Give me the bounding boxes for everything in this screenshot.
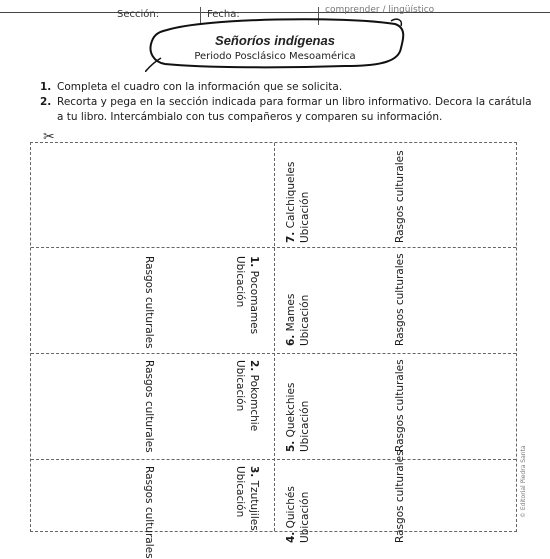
card-name: Quichés <box>285 486 297 529</box>
card-rasgos: Rasgos culturales <box>394 359 406 452</box>
card-heading <box>285 162 297 243</box>
fecha-label: Fecha: <box>207 9 240 20</box>
instruction-number: 2. <box>40 96 52 108</box>
card-heading <box>285 486 297 543</box>
card-rasgos: Rasgos culturales <box>394 253 406 346</box>
card-ubicacion: Ubicación <box>299 191 311 243</box>
grid-divider-horizontal <box>31 459 516 460</box>
copyright-note: © Editorial Piedra Santa <box>520 445 527 518</box>
card-number: 2. <box>248 360 260 372</box>
header-subtext: comprender / lingüístico <box>325 5 435 15</box>
instruction-text: Completa el cuadro con la información que se solicita. <box>57 81 343 93</box>
page-subtitle: Periodo Posclásico Mesoamérica <box>194 51 356 62</box>
seccion-label: Sección: <box>117 9 160 20</box>
card-ubicacion: Ubicación <box>299 491 311 543</box>
title-banner <box>145 14 405 72</box>
card-heading <box>248 466 260 531</box>
cutout-grid <box>30 142 517 559</box>
grid-divider-horizontal <box>31 247 516 248</box>
card-heading <box>248 256 260 334</box>
card-rasgos: Rasgos culturales <box>143 360 155 453</box>
card-heading <box>248 360 260 431</box>
instruction-number: 1. <box>40 81 52 93</box>
card-rasgos: Rasgos culturales <box>143 466 155 559</box>
instruction-text: Recorta y pega en la sección indicada para formar un libro informativo. Decora la carátula a tu libro. Intercámbialo con tus compañeros y comparen su información. <box>57 96 532 123</box>
card-ubicacion: Ubicación <box>299 400 311 452</box>
card-ubicacion: Ubicación <box>299 294 311 346</box>
card-number: 7. <box>285 231 297 243</box>
card-heading <box>285 383 297 452</box>
card-heading <box>285 294 297 346</box>
scissors-icon: ✂ <box>43 129 55 145</box>
instruction-item <box>40 80 540 95</box>
card-number: 5. <box>285 440 297 452</box>
card-rasgos: Rasgos culturales <box>143 256 155 349</box>
card-ubicacion: Ubicación <box>234 466 246 518</box>
instruction-item <box>40 95 540 125</box>
card-rasgos: Rasgos culturales <box>394 150 406 243</box>
card-ubicacion: Ubicación <box>234 360 246 412</box>
card-name: Tzutujiles <box>248 480 260 531</box>
card-number: 3. <box>248 466 260 478</box>
card-name: Quekchies <box>285 382 297 438</box>
grid-divider-horizontal <box>31 353 516 354</box>
card-name: Mames <box>285 293 297 332</box>
page-title: Señoríos indígenas <box>215 33 335 48</box>
card-number: 1. <box>248 256 260 268</box>
card-number: 6. <box>285 334 297 346</box>
instructions <box>40 80 540 125</box>
grid-divider-vertical <box>274 143 275 531</box>
card-ubicacion: Ubicación <box>234 256 246 308</box>
card-name: Pocomames <box>248 270 260 335</box>
card-name: Calchiqueles <box>285 161 297 229</box>
card-number: 4. <box>285 531 297 543</box>
card-rasgos: Rasgos culturales <box>394 450 406 543</box>
card-name: Pokomchie <box>248 374 260 432</box>
